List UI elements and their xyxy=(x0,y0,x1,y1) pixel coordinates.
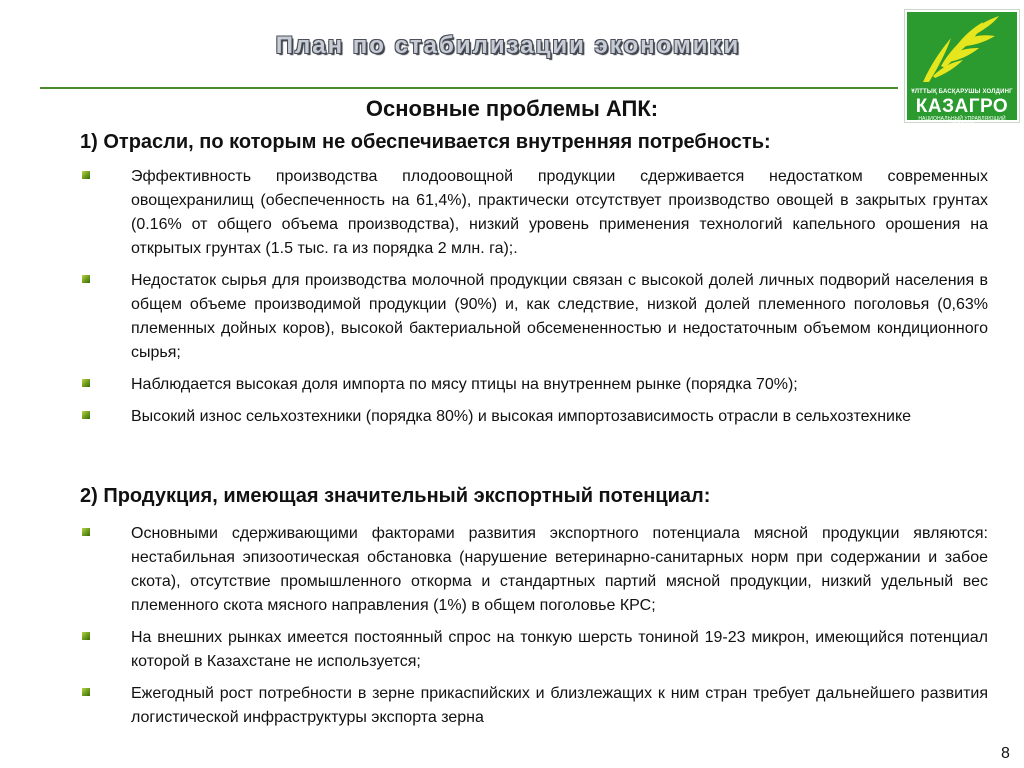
header xyxy=(0,32,1024,60)
list-item-text: На внешних рынках имеется постоянный спрос на тонкую шерсть тониной 19-23 микрон, имеющийся потенциал которой в Казахстане не используется; xyxy=(131,629,988,670)
section-2-list xyxy=(82,522,988,738)
list-item xyxy=(82,269,988,365)
list-item xyxy=(82,165,988,261)
square-bullet-icon xyxy=(82,411,90,419)
page-title: План по стабилизации экономики xyxy=(275,32,741,59)
square-bullet-icon xyxy=(82,528,90,536)
square-bullet-icon xyxy=(82,632,90,640)
page-number: 8 xyxy=(1001,745,1010,762)
list-item xyxy=(82,682,988,730)
logo-top-text: ҰЛТТЫҚ БАСҚАРУШЫ ХОЛДИНГ xyxy=(911,89,1013,95)
square-bullet-icon xyxy=(82,171,90,179)
list-item-text: Основными сдерживающими факторами развития экспортного потенциала мясной продукции являются: нестабильная эпизоотическая обстановка (нарушение ветеринарно-санитарных норм при содержании и забое скота), отсутствие промышленного откорма и стандартных партий мясной продукции, низкий удельный вес племенного скота мясного направления (1%) в общем поголовье КРС; xyxy=(131,525,988,614)
section-1-heading: 1) Отрасли, по которым не обеспечивается внутренняя потребность: xyxy=(80,131,771,153)
logo-wordmark: КАЗАГРО xyxy=(915,96,1009,117)
slide-subtitle: Основные проблемы АПК: xyxy=(365,96,659,121)
list-item xyxy=(82,522,988,618)
wheat-icon xyxy=(907,12,1017,92)
section-2-heading: 2) Продукция, имеющая значительный экспортный потенциал: xyxy=(80,485,711,507)
square-bullet-icon xyxy=(82,275,90,283)
list-item xyxy=(82,405,988,429)
section-1-list xyxy=(82,165,988,437)
list-item-text: Ежегодный рост потребности в зерне прикаспийских и близлежащих к ним стран требует дальнейшего развития логистической инфраструктуры экспорта зерна xyxy=(131,685,988,726)
square-bullet-icon xyxy=(82,688,90,696)
list-item xyxy=(82,626,988,674)
list-item-text: Эффективность производства плодоовощной продукции сдерживается недостатком современных овощехранилищ (обеспеченность на 61,4%), практически отсутствует производство овощей в закрытых грунтах (0.16% от общего объема производства), низкий уровень применения технологий капельного орошения на открытых грунтах (1.5 тыс. га из порядка 2 млн. га);. xyxy=(131,168,988,257)
list-item-text: Высокий износ сельхозтехники (порядка 80%) и высокая импортозависимость отрасли в сельхозтехнике xyxy=(131,408,912,425)
square-bullet-icon xyxy=(82,379,90,387)
logo-bottom-text: НАЦИОНАЛЬНЫЙ УПРАВЛЯЮЩИЙ ХОЛДИНГ xyxy=(918,116,1006,128)
header-divider xyxy=(40,87,898,89)
list-item-text: Недостаток сырья для производства молочной продукции связан с высокой долей личных подворий населения в общем объеме производимой продукции (90%) и, как следствие, низкой долей племенного поголовья (0,63% племенных дойных коров), высокой бактериальной обсемененностью и недостаточным объемом кондиционного сырья; xyxy=(131,272,988,361)
list-item xyxy=(82,373,988,397)
list-item-text: Наблюдается высокая доля импорта по мясу птицы на внутреннем рынке (порядка 70%); xyxy=(131,376,798,393)
